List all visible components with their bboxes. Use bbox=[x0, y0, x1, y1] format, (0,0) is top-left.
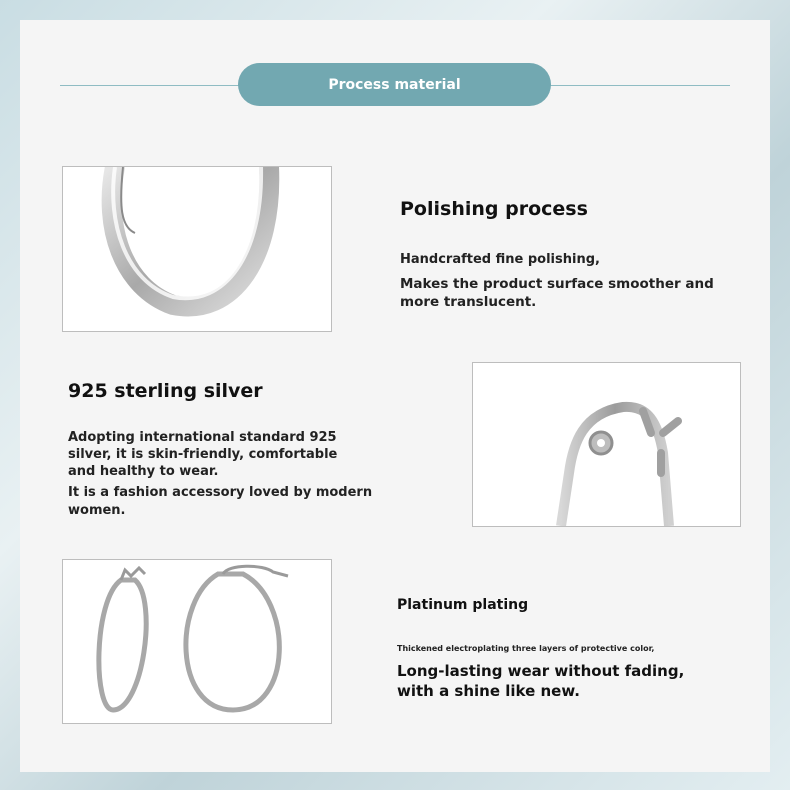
section-header-label: Process material bbox=[328, 76, 461, 93]
plating-line-2: Long-lasting wear without fading, bbox=[397, 662, 685, 680]
silver-line-3: and healthy to wear. bbox=[68, 464, 219, 479]
plating-line-3: with a shine like new. bbox=[397, 682, 580, 700]
polishing-photo bbox=[62, 166, 332, 332]
silver-line-5: women. bbox=[68, 503, 126, 518]
plating-line-1: Thickened electroplating three layers of protective color, bbox=[397, 644, 655, 653]
header-rule-right bbox=[550, 85, 730, 86]
plating-title: Platinum plating bbox=[397, 597, 529, 613]
polishing-title: Polishing process bbox=[400, 198, 588, 220]
platinum-hoops-photo bbox=[62, 559, 332, 724]
polishing-line-2: Makes the product surface smoother and bbox=[400, 276, 714, 292]
polishing-line-1: Handcrafted fine polishing, bbox=[400, 252, 600, 267]
silver-clasp-photo bbox=[472, 362, 741, 527]
silver-line-2: silver, it is skin-friendly, comfortable bbox=[68, 447, 338, 462]
silver-line-4: It is a fashion accessory loved by modern bbox=[68, 485, 373, 500]
polishing-line-3: more translucent. bbox=[400, 294, 537, 310]
header-rule-left bbox=[60, 85, 240, 86]
silver-title: 925 sterling silver bbox=[68, 380, 263, 402]
section-header-pill bbox=[238, 63, 551, 106]
silver-line-1: Adopting international standard 925 bbox=[68, 430, 337, 445]
